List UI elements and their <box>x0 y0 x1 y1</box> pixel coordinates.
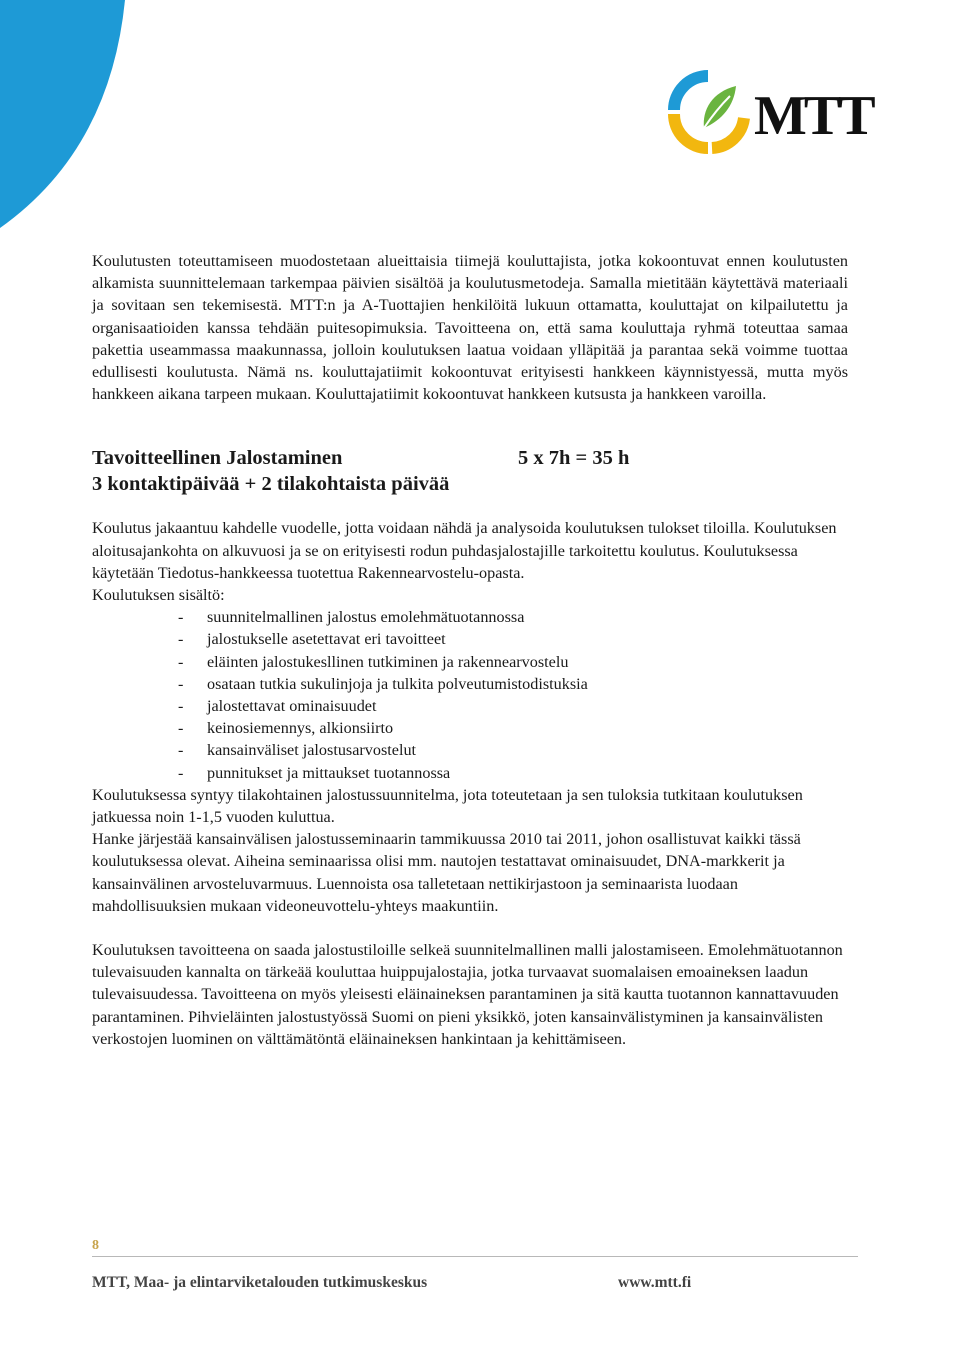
list-dash: - <box>178 652 184 671</box>
section-heading-left <box>92 445 449 497</box>
list-item <box>178 606 848 628</box>
section-title: Tavoitteellinen Jalostaminen <box>92 447 343 470</box>
list-item-text: keinosiemennys, alkionsiirto <box>207 719 394 738</box>
list-item <box>178 628 848 650</box>
list-item <box>178 762 848 784</box>
list-item-text: eläinten jalostukesllinen tutkiminen ja rakennearvostelu <box>207 652 569 671</box>
list-item-text: osataan tutkia sukulinjoja ja tulkita polveutumistodistuksia <box>207 674 588 693</box>
list-item <box>178 651 848 673</box>
list-dash: - <box>178 697 184 716</box>
list-intro: Koulutuksen sisältö: <box>92 586 225 605</box>
footer-divider <box>92 1256 858 1257</box>
list-dash: - <box>178 630 184 649</box>
after-list-paragraph-2: Hanke järjestää kansainvälisen jalostusseminaarin tammikuussa 2010 tai 2011, johon osallistuvat kaikki tässä koulutuksessa olevat. Aiheina seminaarissa olisi mm. nautojen testattavat ominaisuudet, DNA-markkerit ja kansainvälinen arvosteluvarmuus. Luennoista osa talletetaan nettikirjastoon ja seminaarista luodaan mahdollisuuksien mukaan videoneuvottelu-yhteys maakuntiin. <box>92 830 801 915</box>
list-dash: - <box>178 608 184 627</box>
footer-website-link[interactable]: www.mtt.fi <box>618 1274 692 1291</box>
section-subtitle: 3 kontaktipäivää + 2 tilakohtaista päivää <box>92 473 450 496</box>
list-dash: - <box>178 763 184 782</box>
mtt-logo <box>664 66 873 156</box>
list-item-text: kansainväliset jalostusarvostelut <box>207 741 417 760</box>
after-list-paragraph-1: Koulutuksessa syntyy tilakohtainen jalostussuunnitelma, jota toteutetaan ja sen tuloksia tutkitaan koulutuksen jatkuessa noin 1-1,5 vuoden kuluttua. <box>92 785 803 827</box>
list-item-text: suunnitelmallinen jalostus emolehmätuotannossa <box>207 608 525 627</box>
list-dash: - <box>178 719 184 738</box>
page-number: 8 <box>92 1238 99 1253</box>
closing-paragraph: Koulutuksen tavoitteena on saada jalostustiloille selkeä suunnitelmallinen malli jalostamiseen. Emolehmätuotannon tulevaisuuden kannalta on tärkeää kouluttaa huippujalostajia, jotka turvaavat suomalaisen emoaineksen laadun tulevaisuudessa. Tavoitteena on myös yleisesti eläinaineksen parantaminen ja sitä kautta tuotannon kannattavuuden parantaminen. Pihvieläinten jalostustyössä Suomi on pieni yksikkö, joten kansainvälistyminen ja kansainvälisten verkostojen luominen on välttämätöntä eläinaineksen hankintaan ja kehittämiseen. <box>92 941 843 1048</box>
section-duration: 5 x 7h = 35 h <box>518 447 630 470</box>
corner-arc-decoration <box>0 0 130 230</box>
logo-wordmark: MTT <box>754 85 873 147</box>
content-list <box>92 606 848 784</box>
section-heading <box>92 445 848 505</box>
list-item <box>178 695 848 717</box>
page-content <box>92 250 848 1050</box>
list-item-text: jalostukselle asetettavat eri tavoitteet <box>207 630 446 649</box>
list-item <box>178 673 848 695</box>
logo-emblem-icon <box>664 66 752 156</box>
section-description: Koulutus jakaantuu kahdelle vuodelle, jotta voidaan nähdä ja analysoida koulutuksen tulokset tiloilla. Koulutuksen aloitusajankohta on alkuvuosi ja se on erityisesti rodun puhdasjalostajille tarkoitettu koulutus. Koulutuksessa käytetään Tiedotus-hankkeessa tuotettua Rakennearvostelu-opasta. <box>92 519 837 582</box>
footer-organization: MTT, Maa- ja elintarviketalouden tutkimuskeskus <box>92 1274 428 1291</box>
intro-paragraph: Koulutusten toteuttamiseen muodostetaan alueittaisia tiimejä kouluttajista, jotka kokoontuvat ennen koulutusten alkamista suunnittelemaan tarkempaa päivien sisältöä ja koulutusmetodeja. Samalla mietitään käytettävä materiaali ja sovitaan sen tekemisestä. MTT:n ja A-Tuottajien henkilöitä lukuun ottamatta, kouluttajat on kilpailutettu ja organisaatioiden kanssa tehdään puitesopimuksia. Tavoitteena on, että sama kouluttaja ryhmä toteuttaa samaa pakettia useammassa maakunnassa, jolloin koulutuksen laatua voidaan ylläpitää ja parantaa sekä voimme tuottaa edullisesti koulutusta. Nämä ns. kouluttajatiimit kokoontuvat erityisesti hankkeen käynnistyessä, mutta myös hankkeen aikana tarpeen mukaan. Kouluttajatiimit kokoontuvat hankkeen kutsusta ja hankkeen varoilla. <box>92 252 848 404</box>
list-item-text: jalostettavat ominaisuudet <box>207 697 377 716</box>
list-dash: - <box>178 674 184 693</box>
list-item-text: punnitukset ja mittaukset tuotannossa <box>207 763 451 782</box>
list-item <box>178 717 848 739</box>
list-item <box>178 739 848 761</box>
list-dash: - <box>178 741 184 760</box>
